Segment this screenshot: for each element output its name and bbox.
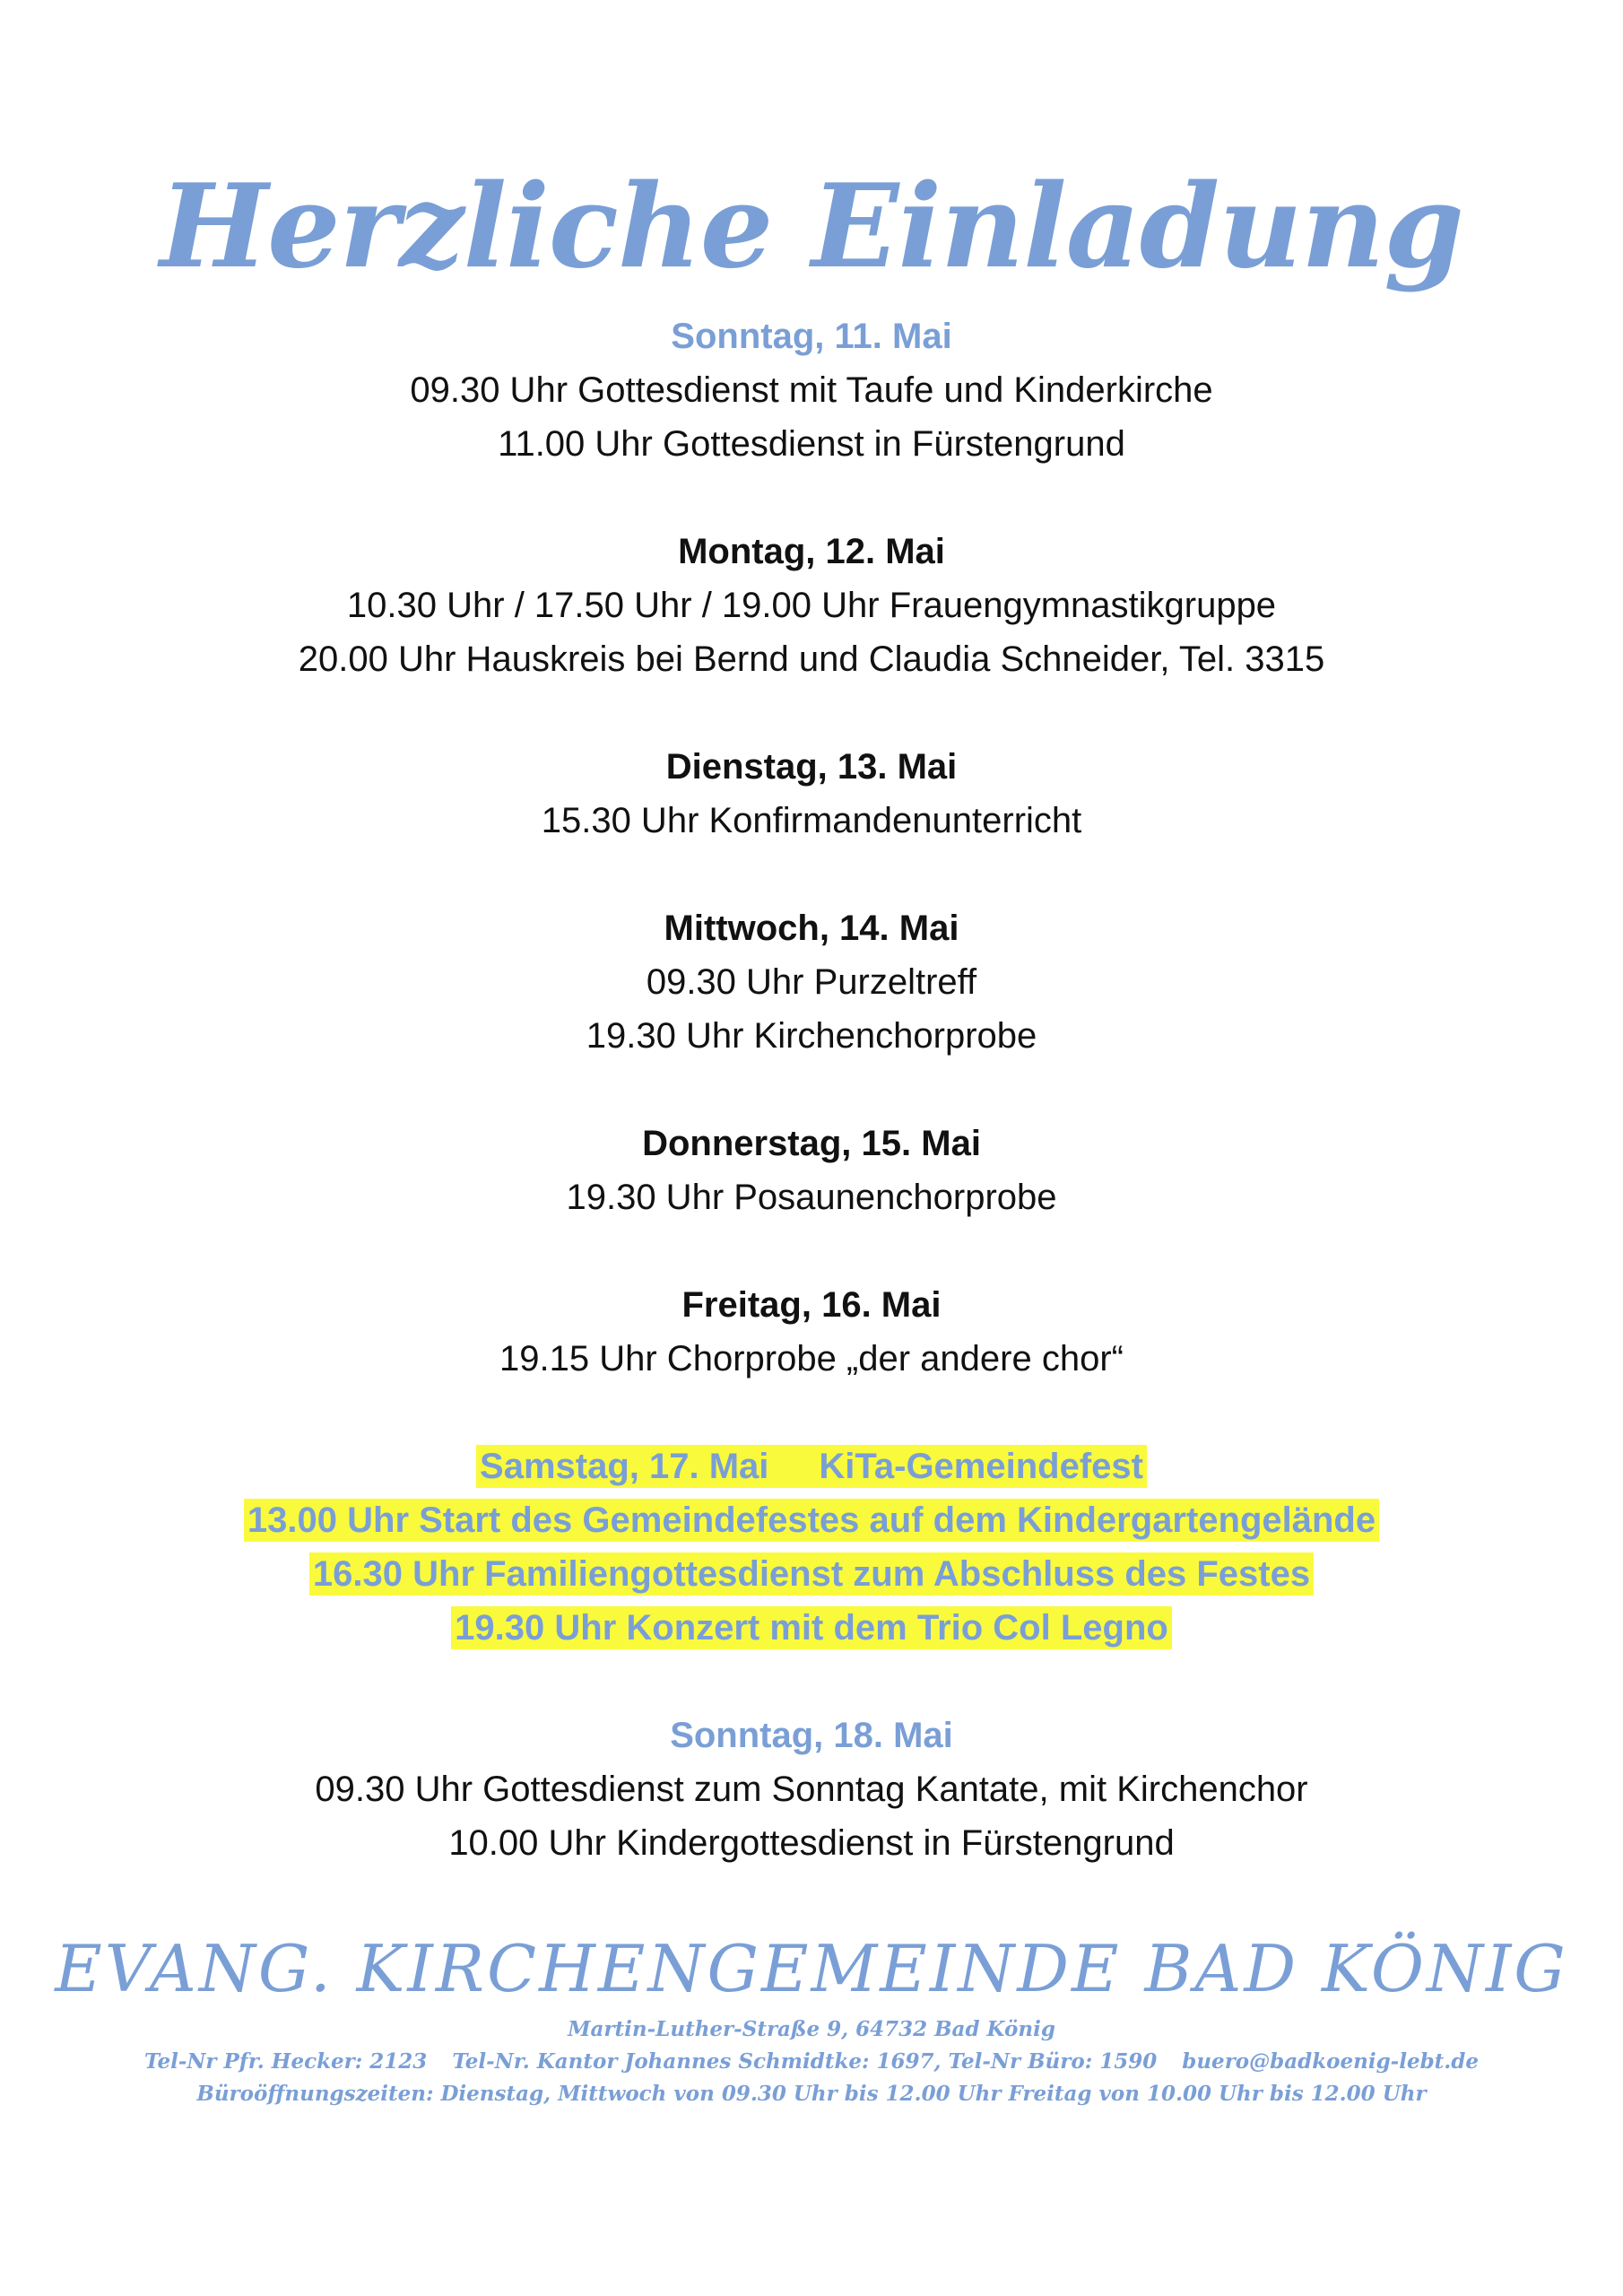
event-line: 20.00 Uhr Hauskreis bei Bernd und Claudia Schneider, Tel. 3315 — [298, 639, 1325, 679]
day-heading: Donnerstag, 15. Mai — [642, 1124, 981, 1163]
event-schedule — [0, 309, 1623, 1924]
contact-line — [0, 2046, 1623, 2078]
day-sunday-18 — [0, 1709, 1623, 1870]
day-heading: Sonntag, 11. Mai — [671, 317, 952, 356]
highlighted-event-row — [0, 1493, 1623, 1547]
day-monday-12 — [0, 525, 1623, 686]
day-thursday-15 — [0, 1117, 1623, 1224]
event-line: 10.30 Uhr / 17.50 Uhr / 19.00 Uhr Frauengymnastikgruppe — [346, 586, 1277, 625]
day-heading: Mittwoch, 14. Mai — [664, 909, 959, 948]
address: Martin-Luther-Straße 9, 64732 Bad König — [568, 2017, 1055, 2041]
highlighted-heading-row — [0, 1439, 1623, 1493]
phone-pastor: Tel-Nr Pfr. Hecker: 2123 — [143, 2049, 428, 2074]
event-line: 11.00 Uhr Gottesdienst in Fürstengrund — [498, 424, 1125, 464]
footer — [0, 1924, 1623, 2110]
event-line: 19.15 Uhr Chorprobe „der andere chor“ — [499, 1339, 1124, 1378]
event-line: 15.30 Uhr Konfirmandenunterricht — [541, 801, 1082, 840]
highlighted-event-line: 13.00 Uhr Start des Gemeindefestes auf dem Kindergartengelände — [244, 1499, 1379, 1542]
office-hours: Büroöffnungszeiten: Dienstag, Mittwoch von 09.30 Uhr bis 12.00 Uhr Freitag von 10.00 Uhr bis 12.00 Uhr — [196, 2082, 1427, 2106]
day-tuesday-13 — [0, 740, 1623, 848]
day-heading: Montag, 12. Mai — [678, 532, 945, 571]
highlighted-day-heading — [476, 1445, 1147, 1488]
day-heading: Sonntag, 18. Mai — [670, 1716, 953, 1755]
day-sunday-11 — [0, 309, 1623, 471]
day-heading: Freitag, 16. Mai — [681, 1285, 942, 1325]
phone-cantor-office: Tel-Nr. Kantor Johannes Schmidtke: 1697, Tel-Nr Büro: 1590 — [452, 2049, 1158, 2074]
event-line: 09.30 Uhr Purzeltreff — [646, 962, 977, 1002]
highlighted-event-row — [0, 1547, 1623, 1601]
event-line: 19.30 Uhr Kirchenchorprobe — [586, 1016, 1037, 1056]
event-line: 10.00 Uhr Kindergottesdienst in Fürstengrund — [448, 1823, 1175, 1863]
event-line: 19.30 Uhr Posaunenchorprobe — [566, 1178, 1057, 1217]
event-line: 09.30 Uhr Gottesdienst zum Sonntag Kantate, mit Kirchenchor — [315, 1770, 1308, 1809]
day-heading: Samstag, 17. Mai — [480, 1447, 769, 1486]
highlighted-event-row — [0, 1601, 1623, 1655]
day-saturday-17-highlighted — [0, 1439, 1623, 1655]
day-wednesday-14 — [0, 901, 1623, 1063]
event-title: KiTa-Gemeindefest — [819, 1447, 1143, 1486]
highlighted-event-line: 16.30 Uhr Familiengottesdienst zum Abschluss des Festes — [309, 1552, 1314, 1596]
highlighted-event-line: 19.30 Uhr Konzert mit dem Trio Col Legno — [451, 1606, 1172, 1649]
page-title: Herzliche Einladung — [160, 160, 1463, 294]
day-friday-16 — [0, 1278, 1623, 1386]
day-heading: Dienstag, 13. Mai — [665, 747, 958, 787]
email-address: buero@badkoenig-lebt.de — [1182, 2049, 1480, 2074]
event-line: 09.30 Uhr Gottesdienst mit Taufe und Kinderkirche — [410, 370, 1213, 410]
organization-name: EVANG. KIRCHENGEMEINDE BAD KÖNIG — [55, 1931, 1568, 2006]
